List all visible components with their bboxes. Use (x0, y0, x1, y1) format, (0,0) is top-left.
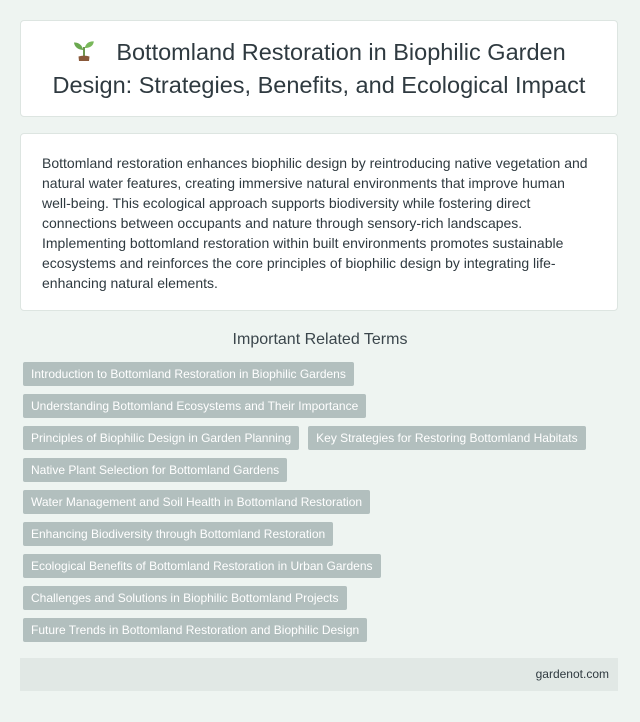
related-term-tag[interactable]: Ecological Benefits of Bottomland Restoration in Urban Gardens (23, 554, 381, 578)
intro-card (20, 133, 618, 311)
page-title-text: Bottomland Restoration in Biophilic Garden Design: Strategies, Benefits, and Ecological Impact (52, 38, 586, 98)
related-term-tag[interactable]: Understanding Bottomland Ecosystems and Their Importance (23, 394, 366, 418)
title-card (20, 20, 618, 117)
related-term-tag[interactable]: Water Management and Soil Health in Bottomland Restoration (23, 490, 370, 514)
page-title (41, 36, 597, 102)
footer (20, 658, 618, 691)
seedling-icon (72, 38, 96, 62)
intro-paragraph: Bottomland restoration enhances biophilic design by reintroducing native vegetation and natural water features, creating immersive natural environments that improve human well-being. This ecological approach supports biodiversity while fostering direct connections between occupants and nature through sensory-rich landscapes. Implementing bottomland restoration within built environments promotes sustainable ecosystems and reinforces the core principles of biophilic design by integrating life-enhancing natural elements. (42, 155, 588, 291)
related-term-tag[interactable]: Challenges and Solutions in Biophilic Bottomland Projects (23, 586, 347, 610)
footer-site-link[interactable]: gardenot.com (535, 667, 609, 681)
related-term-tag[interactable]: Enhancing Biodiversity through Bottomland Restoration (23, 522, 333, 546)
related-term-tag[interactable]: Introduction to Bottomland Restoration in Biophilic Gardens (23, 362, 354, 386)
related-term-tag[interactable]: Future Trends in Bottomland Restoration and Biophilic Design (23, 618, 367, 642)
related-term-tag[interactable]: Key Strategies for Restoring Bottomland Habitats (308, 426, 585, 450)
related-term-tag[interactable]: Principles of Biophilic Design in Garden Planning (23, 426, 299, 450)
related-term-tag[interactable]: Native Plant Selection for Bottomland Gardens (23, 458, 287, 482)
related-terms-heading: Important Related Terms (232, 331, 408, 348)
related-terms-list (23, 362, 613, 642)
